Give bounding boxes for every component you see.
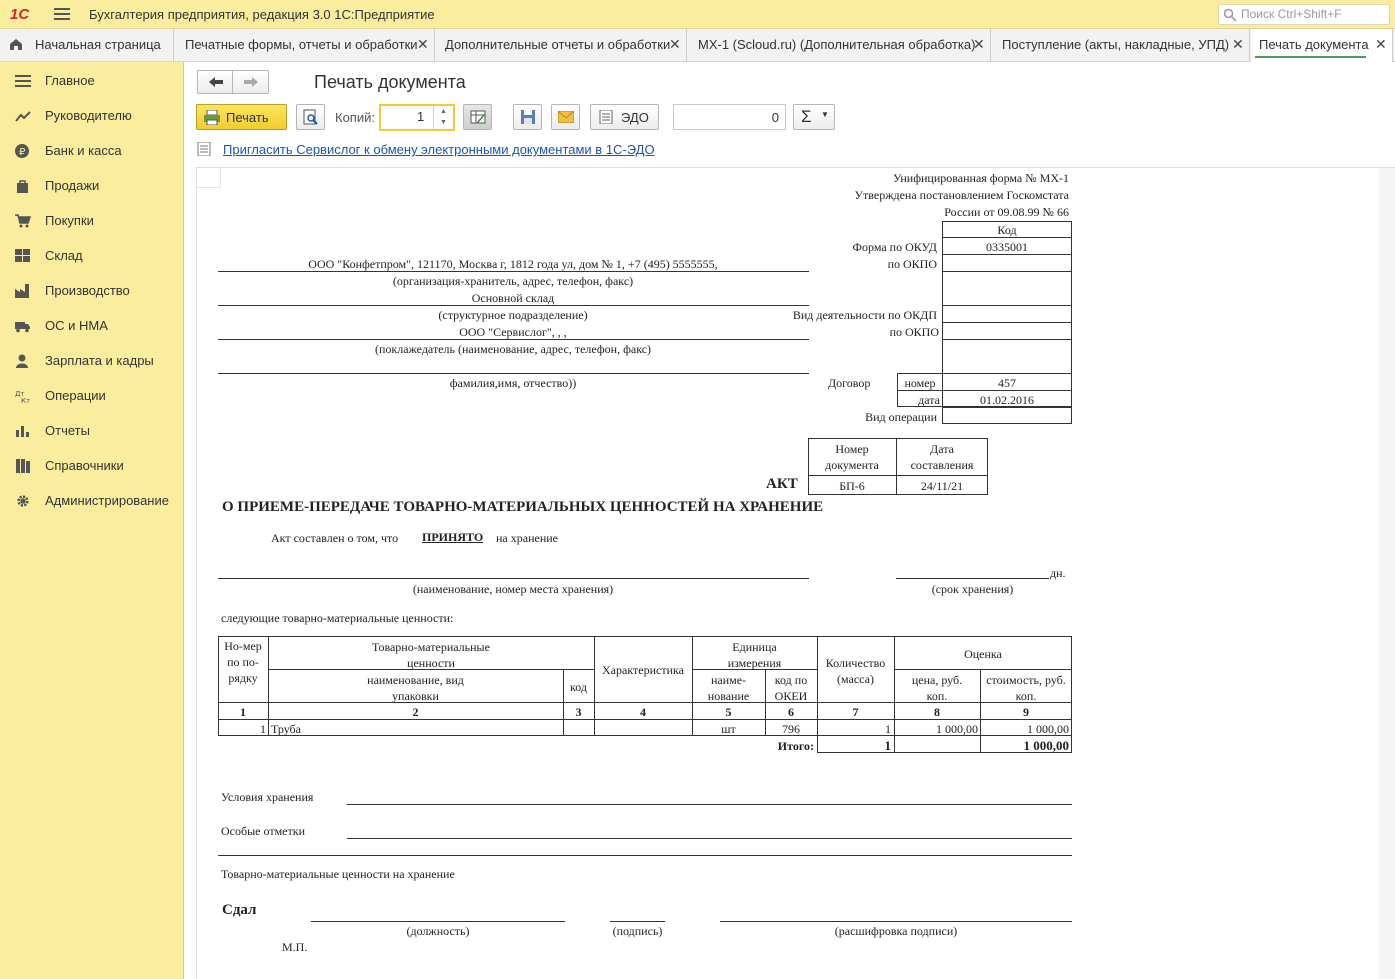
tab-label: Печать документа [1259, 37, 1369, 52]
sidebar [0, 62, 184, 979]
col-number: 5 [725, 705, 732, 719]
col-header-unit: Единица измерения [727, 640, 782, 670]
act-heading: АКТ [766, 476, 798, 492]
col-number: 2 [412, 705, 419, 719]
okdp-label: Вид деятельности по ОКДП [792, 308, 937, 322]
email-button[interactable] [551, 104, 580, 130]
tab-bar [0, 29, 1395, 62]
col-header-name: наименование, вид упаковки [367, 673, 464, 703]
col-number: 1 [240, 705, 246, 719]
col-header-code: код [570, 680, 587, 694]
col-header-cost: стоимость, руб. коп. [986, 673, 1066, 703]
chevron-down-icon: ▼ [821, 110, 829, 119]
sidebar-label: Главное [45, 73, 95, 88]
edo-label: ЭДО [621, 110, 649, 125]
operation-label: Вид операции [865, 410, 937, 424]
form-caption: Унифицированная форма № МХ-1 [892, 171, 1069, 185]
close-icon[interactable]: ✕ [417, 36, 429, 52]
col-header-eval: Оценка [964, 647, 1002, 661]
tab-label: Начальная страница [35, 37, 161, 52]
tab-home[interactable] [0, 29, 174, 61]
sidebar-item-bank[interactable] [0, 132, 184, 167]
search-placeholder: Поиск Ctrl+Shift+F [1241, 7, 1342, 21]
tab-label: Дополнительные отчеты и обработки [445, 37, 671, 52]
sidebar-item-main[interactable] [0, 62, 184, 97]
sidebar-item-sales[interactable] [0, 167, 184, 202]
col-header-qty: Количество (масса) [825, 656, 886, 686]
svg-text:Дт: Дт [15, 390, 25, 398]
act-text: Акт составлен о том, что [271, 531, 399, 545]
search-input[interactable] [1218, 4, 1390, 25]
sidebar-label: Склад [45, 248, 83, 263]
menu-icon [15, 74, 31, 88]
storage-conditions-label: Условия хранения [221, 790, 314, 804]
sidebar-label: Зарплата и кадры [45, 353, 154, 368]
arrow-left-icon [208, 76, 224, 88]
preview-button[interactable] [296, 104, 325, 130]
home-icon [9, 38, 23, 51]
sidebar-item-reports[interactable] [0, 412, 184, 447]
days-label: дн. [1050, 566, 1066, 580]
contract-label: Договор [828, 376, 871, 390]
accepted-mark: ПРИНЯТО [422, 530, 484, 544]
tab-receipt[interactable] [992, 29, 1250, 61]
main-menu-icon[interactable] [54, 6, 70, 20]
tab-label: МХ-1 (Scloud.ru) (Дополнительная обработка) [698, 37, 976, 52]
sidebar-label: Покупки [45, 213, 94, 228]
tab-additional-reports[interactable] [436, 29, 687, 61]
position-caption: (должность) [406, 924, 470, 938]
signature-caption: (подпись) [612, 924, 663, 938]
total-cost: 1 000,00 [1023, 738, 1069, 753]
doc-date-header: Дата составления [910, 442, 974, 472]
col-header-price: цена, руб. коп. [911, 673, 963, 703]
okpo-label: по ОКПО [887, 257, 937, 271]
spin-down-icon[interactable]: ▼ [440, 119, 447, 126]
dtkt-icon [15, 389, 31, 403]
person-icon [15, 354, 31, 368]
gear-icon [15, 494, 31, 508]
tab-label: Поступление (акты, накладные, УПД) [1002, 37, 1230, 52]
nav-buttons [197, 70, 269, 94]
sidebar-item-production[interactable] [0, 272, 184, 307]
sidebar-item-payroll[interactable] [0, 342, 184, 377]
svg-text:₽: ₽ [19, 147, 26, 158]
item-cost: 1 000,00 [1027, 722, 1069, 736]
sidebar-label: Справочники [45, 458, 124, 473]
col-number: 3 [575, 705, 582, 719]
sidebar-item-operations[interactable] [0, 377, 184, 412]
item-price: 1 000,00 [936, 722, 978, 736]
col-number: 8 [934, 705, 940, 719]
page-title: Печать документа [314, 72, 466, 92]
okpo-label: по ОКПО [889, 325, 939, 339]
col-header-okei: код по ОКЕИ [774, 673, 808, 703]
edo-icon [598, 110, 614, 124]
total-label: Итого: [777, 739, 814, 753]
depositor-caption: (поклажедатель (наименование, адрес, телефон, факс) [374, 342, 652, 356]
preview-icon [303, 109, 319, 125]
vertical-scrollbar[interactable] [1379, 168, 1395, 979]
sigma-icon: Σ [801, 107, 812, 126]
boxes-icon [15, 249, 31, 263]
department: Основной склад [471, 291, 555, 305]
depositor: ООО "Сервислог", , , [459, 325, 567, 339]
edo-invite-icon [197, 142, 211, 156]
copies-label: Копий: [335, 110, 375, 125]
organization-caption: (организация-хранитель, адрес, телефон, факс) [392, 274, 634, 288]
tab-print-forms[interactable] [175, 29, 435, 61]
sidebar-label: Производство [45, 283, 130, 298]
col-number: 7 [852, 705, 859, 719]
trend-icon [15, 109, 31, 123]
sidebar-label: ОС и НМА [45, 318, 108, 333]
bag-icon [15, 179, 31, 193]
copies-spinner[interactable] [433, 106, 453, 129]
storage-caption: (наименование, номер места хранения) [412, 582, 614, 596]
print-label: Печать [226, 110, 269, 125]
contract-number: 457 [998, 376, 1016, 390]
act-text: на хранение [496, 531, 558, 545]
close-icon[interactable]: ✕ [1232, 36, 1244, 52]
edit-table-icon [470, 109, 486, 125]
item-unit: шт [721, 722, 736, 736]
print-button[interactable] [196, 104, 287, 130]
edo-button[interactable] [590, 104, 659, 130]
copies-input[interactable] [379, 104, 455, 131]
floppy-icon [520, 109, 536, 125]
1c-logo: 1С [10, 6, 30, 23]
item-name: Труба [271, 722, 301, 736]
sidebar-item-catalogs[interactable] [0, 447, 184, 482]
sidebar-label: Операции [45, 388, 106, 403]
truck-icon [15, 319, 31, 333]
close-icon[interactable]: ✕ [1375, 36, 1387, 52]
envelope-icon [558, 111, 574, 123]
sidebar-label: Отчеты [45, 423, 90, 438]
doc-number-header: Номер документа [825, 442, 879, 472]
gave-label: Сдал [222, 902, 257, 918]
printer-icon [204, 110, 220, 125]
sidebar-label: Администрирование [45, 493, 169, 508]
arrow-right-icon [243, 76, 259, 88]
title-bar [0, 0, 1395, 29]
decode-caption: (расшифровка подписи) [834, 924, 958, 938]
term-caption: (срок хранения) [931, 582, 1014, 596]
doc-number: БП-6 [839, 479, 865, 493]
date-label: дата [918, 393, 940, 407]
tab-print-document[interactable] [1251, 29, 1393, 62]
total-qty: 1 [884, 738, 891, 753]
save-button[interactable] [513, 104, 542, 130]
sidebar-label: Руководителю [45, 108, 132, 123]
organization: ООО "Конфетпром", 121170, Москва г, 1812 года ул, дом № 1, +7 (495) 5555555, [308, 257, 718, 271]
form-caption: Утверждена постановлением Госкомстата [854, 188, 1069, 202]
tmc-storage-text: Товарно-материальные ценности на хранение [221, 867, 455, 881]
col-number: 4 [640, 705, 646, 719]
ruble-icon [15, 144, 31, 158]
spin-up-icon[interactable]: ▲ [440, 108, 447, 115]
app-title: Бухгалтерия предприятия, редакция 3.0 1С:Предприятие [89, 7, 435, 22]
sidebar-item-purchases[interactable] [0, 202, 184, 237]
copies-value: 1 [417, 109, 425, 124]
bar-chart-icon [15, 424, 31, 438]
col-header-char: Характеристика [602, 663, 684, 677]
item-qty: 1 [885, 722, 891, 736]
special-notes-label: Особые отметки [221, 824, 305, 838]
books-icon [15, 459, 31, 473]
sum-dropdown-button[interactable] [793, 104, 835, 130]
fio-caption: фамилия,имя, отчество)) [449, 376, 577, 390]
forward-button[interactable] [234, 71, 269, 93]
tab-label: Печатные формы, отчеты и обработки [185, 37, 418, 52]
tab-mx1[interactable] [688, 29, 991, 61]
col-header-tmc: Товарно-материальные ценности [372, 640, 490, 670]
sidebar-label: Продажи [45, 178, 100, 193]
stamp-place: М.П. [282, 940, 308, 954]
item-okei: 796 [782, 722, 800, 736]
department-caption: (структурное подразделение) [438, 308, 588, 322]
okud-label: Форма по ОКУД [852, 240, 937, 254]
cart-icon [15, 214, 31, 228]
sidebar-item-director[interactable] [0, 97, 184, 132]
contract-date: 01.02.2016 [980, 393, 1034, 407]
form-caption: России от 09.08.99 № 66 [944, 205, 1069, 219]
document-preview[interactable] [196, 167, 1395, 979]
col-header-number: Но-мер по по-рядку [224, 639, 262, 685]
back-button[interactable] [198, 71, 233, 93]
col-number: 6 [788, 705, 794, 719]
sheet-corner [197, 168, 221, 188]
sidebar-label: Банк и касса [45, 143, 122, 158]
number-label: номер [904, 376, 936, 390]
code-header: Код [997, 223, 1017, 237]
search-icon [1223, 8, 1237, 22]
col-number: 9 [1023, 705, 1029, 719]
invite-edo-link[interactable]: Пригласить Сервислог к обмену электронными документами в 1С-ЭДО [223, 142, 655, 157]
doc-date: 24/11/21 [920, 479, 964, 493]
close-icon[interactable]: ✕ [669, 36, 681, 52]
row-number: 1 [260, 722, 266, 736]
factory-icon [15, 284, 31, 298]
okud-value: 0335001 [986, 240, 1028, 254]
act-title: О ПРИЕМЕ-ПЕРЕДАЧЕ ТОВАРНО-МАТЕРИАЛЬНЫХ ЦЕННОСТЕЙ НА ХРАНЕНИЕ [222, 499, 824, 515]
sidebar-item-admin[interactable] [0, 482, 184, 517]
sidebar-item-warehouse[interactable] [0, 237, 184, 272]
sum-field[interactable]: 0 [673, 104, 786, 130]
svg-text:Кт: Кт [21, 397, 31, 403]
col-header-unit-name: наиме-нование [707, 673, 750, 703]
operation-cell [942, 407, 1072, 424]
edit-toggle-button[interactable] [463, 104, 492, 130]
following-text: следующие товарно-материальные ценности: [221, 611, 454, 625]
sidebar-item-assets[interactable] [0, 307, 184, 342]
close-icon[interactable]: ✕ [973, 36, 985, 52]
main-area [185, 62, 1395, 979]
